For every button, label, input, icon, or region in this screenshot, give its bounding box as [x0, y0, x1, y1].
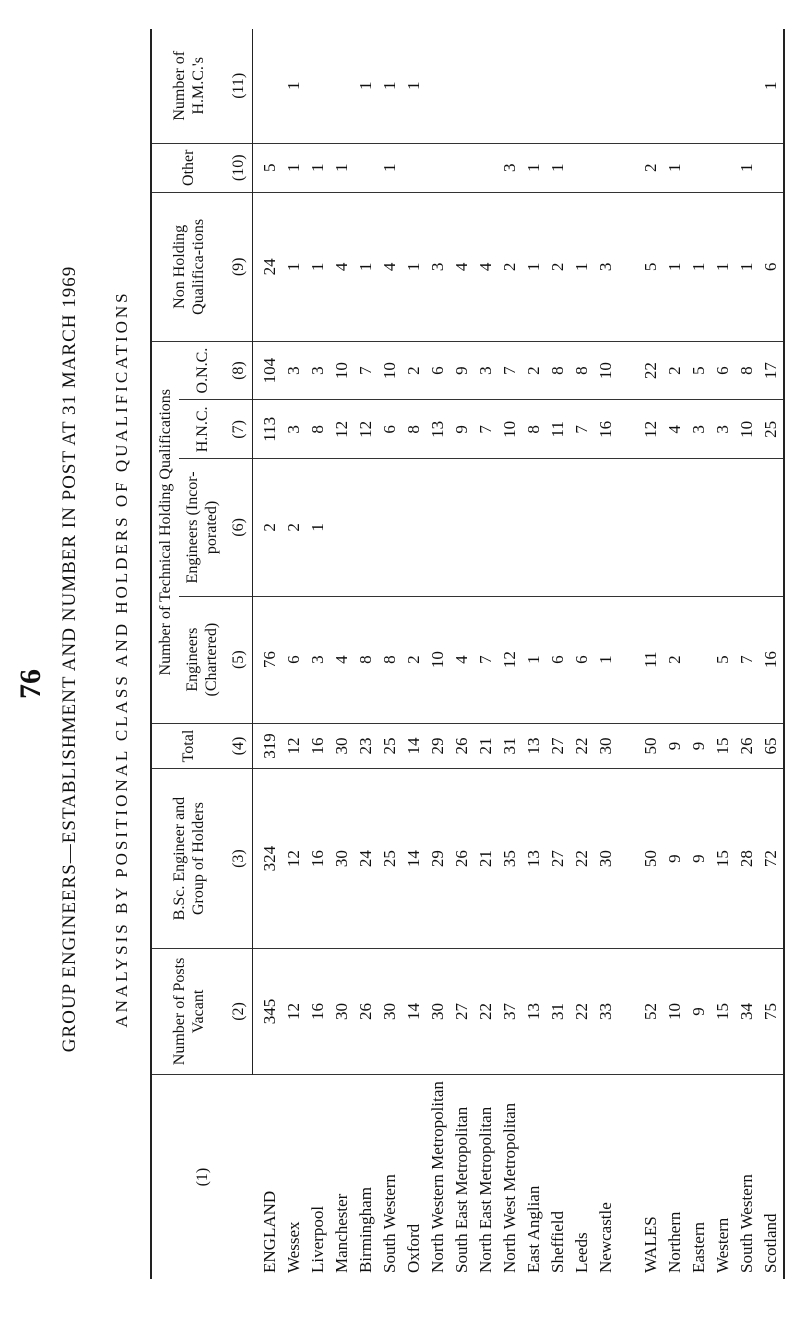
table-cell — [687, 459, 711, 596]
header-num-2: (2) — [225, 948, 253, 1074]
table-cell: 1 — [522, 143, 546, 192]
table-cell: 21 — [474, 723, 498, 769]
row-label: East Anglian — [524, 1185, 543, 1273]
table-cell — [450, 29, 474, 143]
table-cell — [474, 29, 498, 143]
table-cell — [759, 459, 784, 596]
table-cell: 30 — [426, 948, 450, 1074]
row-label: Northern — [665, 1211, 684, 1273]
table-cell — [735, 459, 759, 596]
table-cell — [522, 459, 546, 596]
table-row — [306, 29, 330, 1279]
table-cell: 4 — [378, 192, 402, 341]
table-cell: 1 — [546, 143, 570, 192]
table-cell: 7 — [570, 400, 594, 459]
table-cell — [426, 143, 450, 192]
table-cell: 6 — [759, 192, 784, 341]
table-cell: 10 — [594, 341, 618, 400]
table-cell — [735, 29, 759, 143]
table-cell: 76 — [253, 596, 283, 723]
table-cell: 5 — [687, 341, 711, 400]
table-row — [402, 29, 426, 1279]
table-cell: 4 — [330, 596, 354, 723]
table-cell: 1 — [306, 143, 330, 192]
row-label: Scotland — [759, 1075, 784, 1279]
table-cell — [450, 459, 474, 596]
table-cell: 1 — [354, 29, 378, 143]
table-cell: 1 — [570, 192, 594, 341]
table-cell: 30 — [378, 948, 402, 1074]
table-cell: 1 — [402, 192, 426, 341]
table-cell: 9 — [687, 769, 711, 948]
table-cell — [759, 143, 784, 192]
table-cell: 30 — [594, 723, 618, 769]
table-cell: 1 — [759, 29, 784, 143]
table-cell: 1 — [663, 143, 687, 192]
table-cell: 27 — [450, 948, 474, 1074]
table-cell: 104 — [253, 341, 283, 400]
table-cell: 5 — [711, 596, 735, 723]
header-num-9: (9) — [225, 192, 253, 341]
table-cell: 25 — [378, 769, 402, 948]
table-cell: 22 — [570, 769, 594, 948]
table-cell: 29 — [426, 769, 450, 948]
table-cell — [687, 596, 711, 723]
table-cell: 1 — [735, 192, 759, 341]
header-total: Total — [151, 723, 225, 769]
table-row — [450, 29, 474, 1279]
row-label: Sheffield — [548, 1210, 567, 1273]
row-label: Liverpool — [308, 1205, 327, 1273]
table-cell: 6 — [282, 596, 306, 723]
page-number: 76 — [14, 669, 47, 699]
table-cell: 9 — [687, 948, 711, 1074]
table-cell: 21 — [474, 769, 498, 948]
table-cell: 1 — [282, 192, 306, 341]
table-cell: 3 — [282, 341, 306, 400]
table-cell: 2 — [663, 341, 687, 400]
table-cell: 4 — [450, 192, 474, 341]
table-cell: 2 — [402, 341, 426, 400]
table-cell: 2 — [402, 596, 426, 723]
table-cell — [570, 143, 594, 192]
table-cell — [663, 29, 687, 143]
table-cell: 13 — [426, 400, 450, 459]
table-row — [687, 29, 711, 1279]
header-other: Other — [151, 143, 225, 192]
table-cell: 29 — [426, 723, 450, 769]
table-cell: 3 — [306, 596, 330, 723]
table-cell: 7 — [354, 341, 378, 400]
table-cell: 1 — [354, 192, 378, 341]
table-cell — [402, 459, 426, 596]
table-row — [426, 29, 450, 1279]
table-cell: 10 — [735, 400, 759, 459]
header-num-7: (7) — [225, 400, 253, 459]
table-cell: 5 — [634, 192, 663, 341]
table-cell: 2 — [282, 459, 306, 596]
table-cell: 26 — [450, 769, 474, 948]
table-cell: 4 — [663, 400, 687, 459]
table-cell: 31 — [498, 723, 522, 769]
table-cell: 8 — [306, 400, 330, 459]
table-row — [282, 29, 306, 1279]
table-cell: 72 — [759, 769, 784, 948]
table-row — [546, 29, 570, 1279]
table-cell: 50 — [634, 769, 663, 948]
row-label: Newcastle — [596, 1202, 615, 1273]
table-cell: 8 — [522, 400, 546, 459]
table-cell: 16 — [306, 769, 330, 948]
table-cell: 13 — [522, 769, 546, 948]
table-cell: 8 — [402, 400, 426, 459]
table-cell: 26 — [450, 723, 474, 769]
row-label: Leeds — [572, 1232, 591, 1273]
table-cell: 14 — [402, 769, 426, 948]
table-cell: 13 — [522, 948, 546, 1074]
table-cell: 14 — [402, 948, 426, 1074]
table-cell: 345 — [253, 948, 283, 1074]
header-num-3: (3) — [225, 769, 253, 948]
table-row — [354, 29, 378, 1279]
table-cell: 15 — [711, 723, 735, 769]
page-subtitle: ANALYSIS BY POSITIONAL CLASS AND HOLDERS OF QUALIFICATIONS — [112, 290, 131, 1028]
table-cell: 3 — [711, 400, 735, 459]
header-num-11: (11) — [225, 29, 253, 143]
table-cell: 3 — [306, 341, 330, 400]
row-label: North West Metropolitan — [500, 1102, 519, 1273]
header-num-4: (4) — [225, 723, 253, 769]
row-label: Wessex — [284, 1221, 303, 1273]
table-cell — [253, 29, 283, 143]
header-num-8: (8) — [225, 341, 253, 400]
table-cell: 34 — [735, 948, 759, 1074]
table-cell: 26 — [354, 948, 378, 1074]
table-cell: 30 — [330, 723, 354, 769]
header-holders: B.Sc. Engineer and Group of Holders — [151, 769, 225, 948]
table-cell: 50 — [634, 723, 663, 769]
table-cell — [570, 459, 594, 596]
table-cell: 3 — [426, 192, 450, 341]
row-label: Western — [713, 1217, 732, 1273]
table-cell: 3 — [687, 400, 711, 459]
table-cell: 12 — [354, 400, 378, 459]
table-cell — [426, 29, 450, 143]
table-cell: 24 — [253, 192, 283, 341]
table-cell — [402, 143, 426, 192]
table-cell — [594, 143, 618, 192]
table-cell: 1 — [735, 143, 759, 192]
table-cell: 25 — [378, 723, 402, 769]
table-row — [759, 29, 784, 1279]
table-cell: 2 — [634, 143, 663, 192]
table-cell: 9 — [663, 769, 687, 948]
table-cell: 3 — [594, 192, 618, 341]
table-cell — [474, 143, 498, 192]
header-num-5: (5) — [225, 596, 253, 723]
header-qualifications: Number of Technical Holding Qualifications — [151, 341, 179, 723]
header-onc: O.N.C. — [179, 341, 225, 400]
header-non-holding: Non Holding Qualifica-tions — [151, 192, 225, 341]
table-cell: 9 — [450, 400, 474, 459]
table-cell: 1 — [402, 29, 426, 143]
table-cell: 22 — [634, 341, 663, 400]
table-cell: 12 — [282, 769, 306, 948]
table-cell: 15 — [711, 948, 735, 1074]
table-cell: 1 — [522, 192, 546, 341]
table-cell: 26 — [735, 723, 759, 769]
table-cell: 27 — [546, 769, 570, 948]
table-cell: 8 — [735, 341, 759, 400]
table-cell: 27 — [546, 723, 570, 769]
table-cell: 1 — [663, 192, 687, 341]
table-cell: 1 — [282, 143, 306, 192]
table-row — [663, 29, 687, 1279]
table-cell: 7 — [474, 400, 498, 459]
table-cell: 30 — [594, 769, 618, 948]
page-title: GROUP ENGINEERS—ESTABLISHMENT AND NUMBER IN POST AT 31 MARCH 1969 — [59, 265, 80, 1053]
table-cell: 30 — [330, 948, 354, 1074]
table-cell — [498, 29, 522, 143]
table-cell: 6 — [546, 596, 570, 723]
row-label: South Western — [737, 1174, 756, 1273]
table-row — [711, 29, 735, 1279]
row-label: WALES — [641, 1216, 660, 1273]
header-area: (1) — [151, 1075, 253, 1279]
table-cell: 4 — [330, 192, 354, 341]
table-cell: 17 — [759, 341, 784, 400]
table-cell — [354, 459, 378, 596]
table-cell: 1 — [306, 459, 330, 596]
table-row — [474, 29, 498, 1279]
header-incorporated: Engineers (Incor-porated) — [179, 459, 225, 596]
table-cell: 16 — [306, 723, 330, 769]
table-cell: 22 — [474, 948, 498, 1074]
table-cell: 6 — [426, 341, 450, 400]
table-cell — [634, 459, 663, 596]
table-cell: 9 — [663, 723, 687, 769]
table-cell: 9 — [450, 341, 474, 400]
table-cell: 3 — [282, 400, 306, 459]
row-label: ENGLAND — [259, 1190, 279, 1273]
table-cell: 1 — [687, 192, 711, 341]
table-row — [330, 29, 354, 1279]
table-cell — [354, 143, 378, 192]
row-label: Manchester — [332, 1193, 351, 1273]
table-cell — [546, 459, 570, 596]
table-cell — [594, 29, 618, 143]
table-cell: 10 — [378, 341, 402, 400]
table-cell: 12 — [498, 596, 522, 723]
table-cell: 7 — [474, 596, 498, 723]
table-cell: 14 — [402, 723, 426, 769]
table-row — [634, 29, 663, 1279]
table-cell — [711, 459, 735, 596]
table-cell — [687, 29, 711, 143]
table-cell: 8 — [546, 341, 570, 400]
table-cell: 1 — [306, 192, 330, 341]
table-cell: 10 — [426, 596, 450, 723]
table-cell: 23 — [354, 723, 378, 769]
table-cell: 2 — [546, 192, 570, 341]
table-cell: 1 — [378, 143, 402, 192]
table-cell: 11 — [546, 400, 570, 459]
table-cell: 6 — [711, 341, 735, 400]
table-cell: 6 — [570, 596, 594, 723]
table-cell: 10 — [663, 948, 687, 1074]
table-cell — [522, 29, 546, 143]
row-label: North East Metropolitan — [476, 1106, 495, 1273]
table-row — [735, 29, 759, 1279]
table-cell: 10 — [498, 400, 522, 459]
table-cell: 22 — [570, 723, 594, 769]
table-cell: 8 — [354, 596, 378, 723]
table-cell: 12 — [282, 723, 306, 769]
table-cell: 324 — [253, 769, 283, 948]
table-cell: 22 — [570, 948, 594, 1074]
table-cell — [330, 459, 354, 596]
table-cell: 65 — [759, 723, 784, 769]
table-cell: 319 — [253, 723, 283, 769]
table-cell: 75 — [759, 948, 784, 1074]
table-cell — [474, 459, 498, 596]
table-cell: 1 — [522, 596, 546, 723]
table-cell — [498, 459, 522, 596]
table-cell — [450, 143, 474, 192]
header-hnc: H.N.C. — [179, 400, 225, 459]
table-cell: 2 — [522, 341, 546, 400]
table-cell: 3 — [498, 143, 522, 192]
table-cell — [570, 29, 594, 143]
table-cell: 10 — [330, 341, 354, 400]
table-cell: 1 — [330, 143, 354, 192]
table-cell: 8 — [378, 596, 402, 723]
table-cell: 2 — [663, 596, 687, 723]
table-cell — [711, 29, 735, 143]
table-cell: 16 — [306, 948, 330, 1074]
table-cell: 12 — [330, 400, 354, 459]
table-cell: 35 — [498, 769, 522, 948]
table-cell: 24 — [354, 769, 378, 948]
table-cell — [634, 29, 663, 143]
table-cell: 2 — [498, 192, 522, 341]
row-label: South Western — [380, 1174, 399, 1273]
table-row — [594, 29, 618, 1279]
table-cell: 6 — [378, 400, 402, 459]
table-cell: 28 — [735, 769, 759, 948]
table-cell: 5 — [253, 143, 283, 192]
header-num-10: (10) — [225, 143, 253, 192]
table-cell: 1 — [711, 192, 735, 341]
table-cell: 1 — [378, 29, 402, 143]
spacer-row — [618, 29, 634, 1279]
row-label: Birmingham — [356, 1187, 375, 1273]
table-cell: 1 — [282, 29, 306, 143]
table-cell — [687, 143, 711, 192]
header-num-6: (6) — [225, 459, 253, 596]
table-cell: 13 — [522, 723, 546, 769]
table-cell: 15 — [711, 769, 735, 948]
header-chartered: Engineers (Chartered) — [179, 596, 225, 723]
table-cell: 2 — [253, 459, 283, 596]
table-cell: 16 — [594, 400, 618, 459]
row-label: North Western Metropolitan — [428, 1081, 447, 1273]
table-row — [522, 29, 546, 1279]
table-cell: 113 — [253, 400, 283, 459]
header-number-posts: Number of Posts Vacant — [151, 948, 225, 1074]
table-cell: 8 — [570, 341, 594, 400]
table-cell: 9 — [687, 723, 711, 769]
table-row — [498, 29, 522, 1279]
qualifications-table — [150, 29, 785, 1279]
table-cell — [306, 29, 330, 143]
table-cell: 37 — [498, 948, 522, 1074]
table-cell: 4 — [474, 192, 498, 341]
table-row — [570, 29, 594, 1279]
table-cell: 4 — [450, 596, 474, 723]
table-cell — [546, 29, 570, 143]
table-cell: 12 — [282, 948, 306, 1074]
table-cell: 16 — [759, 596, 784, 723]
table-cell: 7 — [498, 341, 522, 400]
row-label: Oxford — [404, 1223, 423, 1273]
table-cell — [594, 459, 618, 596]
header-vacant: Number of H.M.C.'s — [151, 29, 225, 143]
table-cell — [426, 459, 450, 596]
table-cell — [378, 459, 402, 596]
table-cell: 3 — [474, 341, 498, 400]
table-row — [253, 29, 283, 1279]
table-cell: 31 — [546, 948, 570, 1074]
table-cell — [663, 459, 687, 596]
row-label: Eastern — [689, 1222, 708, 1273]
table-cell: 7 — [735, 596, 759, 723]
table-cell — [330, 29, 354, 143]
table-cell: 30 — [330, 769, 354, 948]
table-cell — [711, 143, 735, 192]
table-cell: 33 — [594, 948, 618, 1074]
row-label: South East Metropolitan — [452, 1106, 471, 1273]
table-cell: 25 — [759, 400, 784, 459]
table-cell: 1 — [594, 596, 618, 723]
table-row — [378, 29, 402, 1279]
table-cell: 52 — [634, 948, 663, 1074]
table-cell: 11 — [634, 596, 663, 723]
table-cell: 12 — [634, 400, 663, 459]
